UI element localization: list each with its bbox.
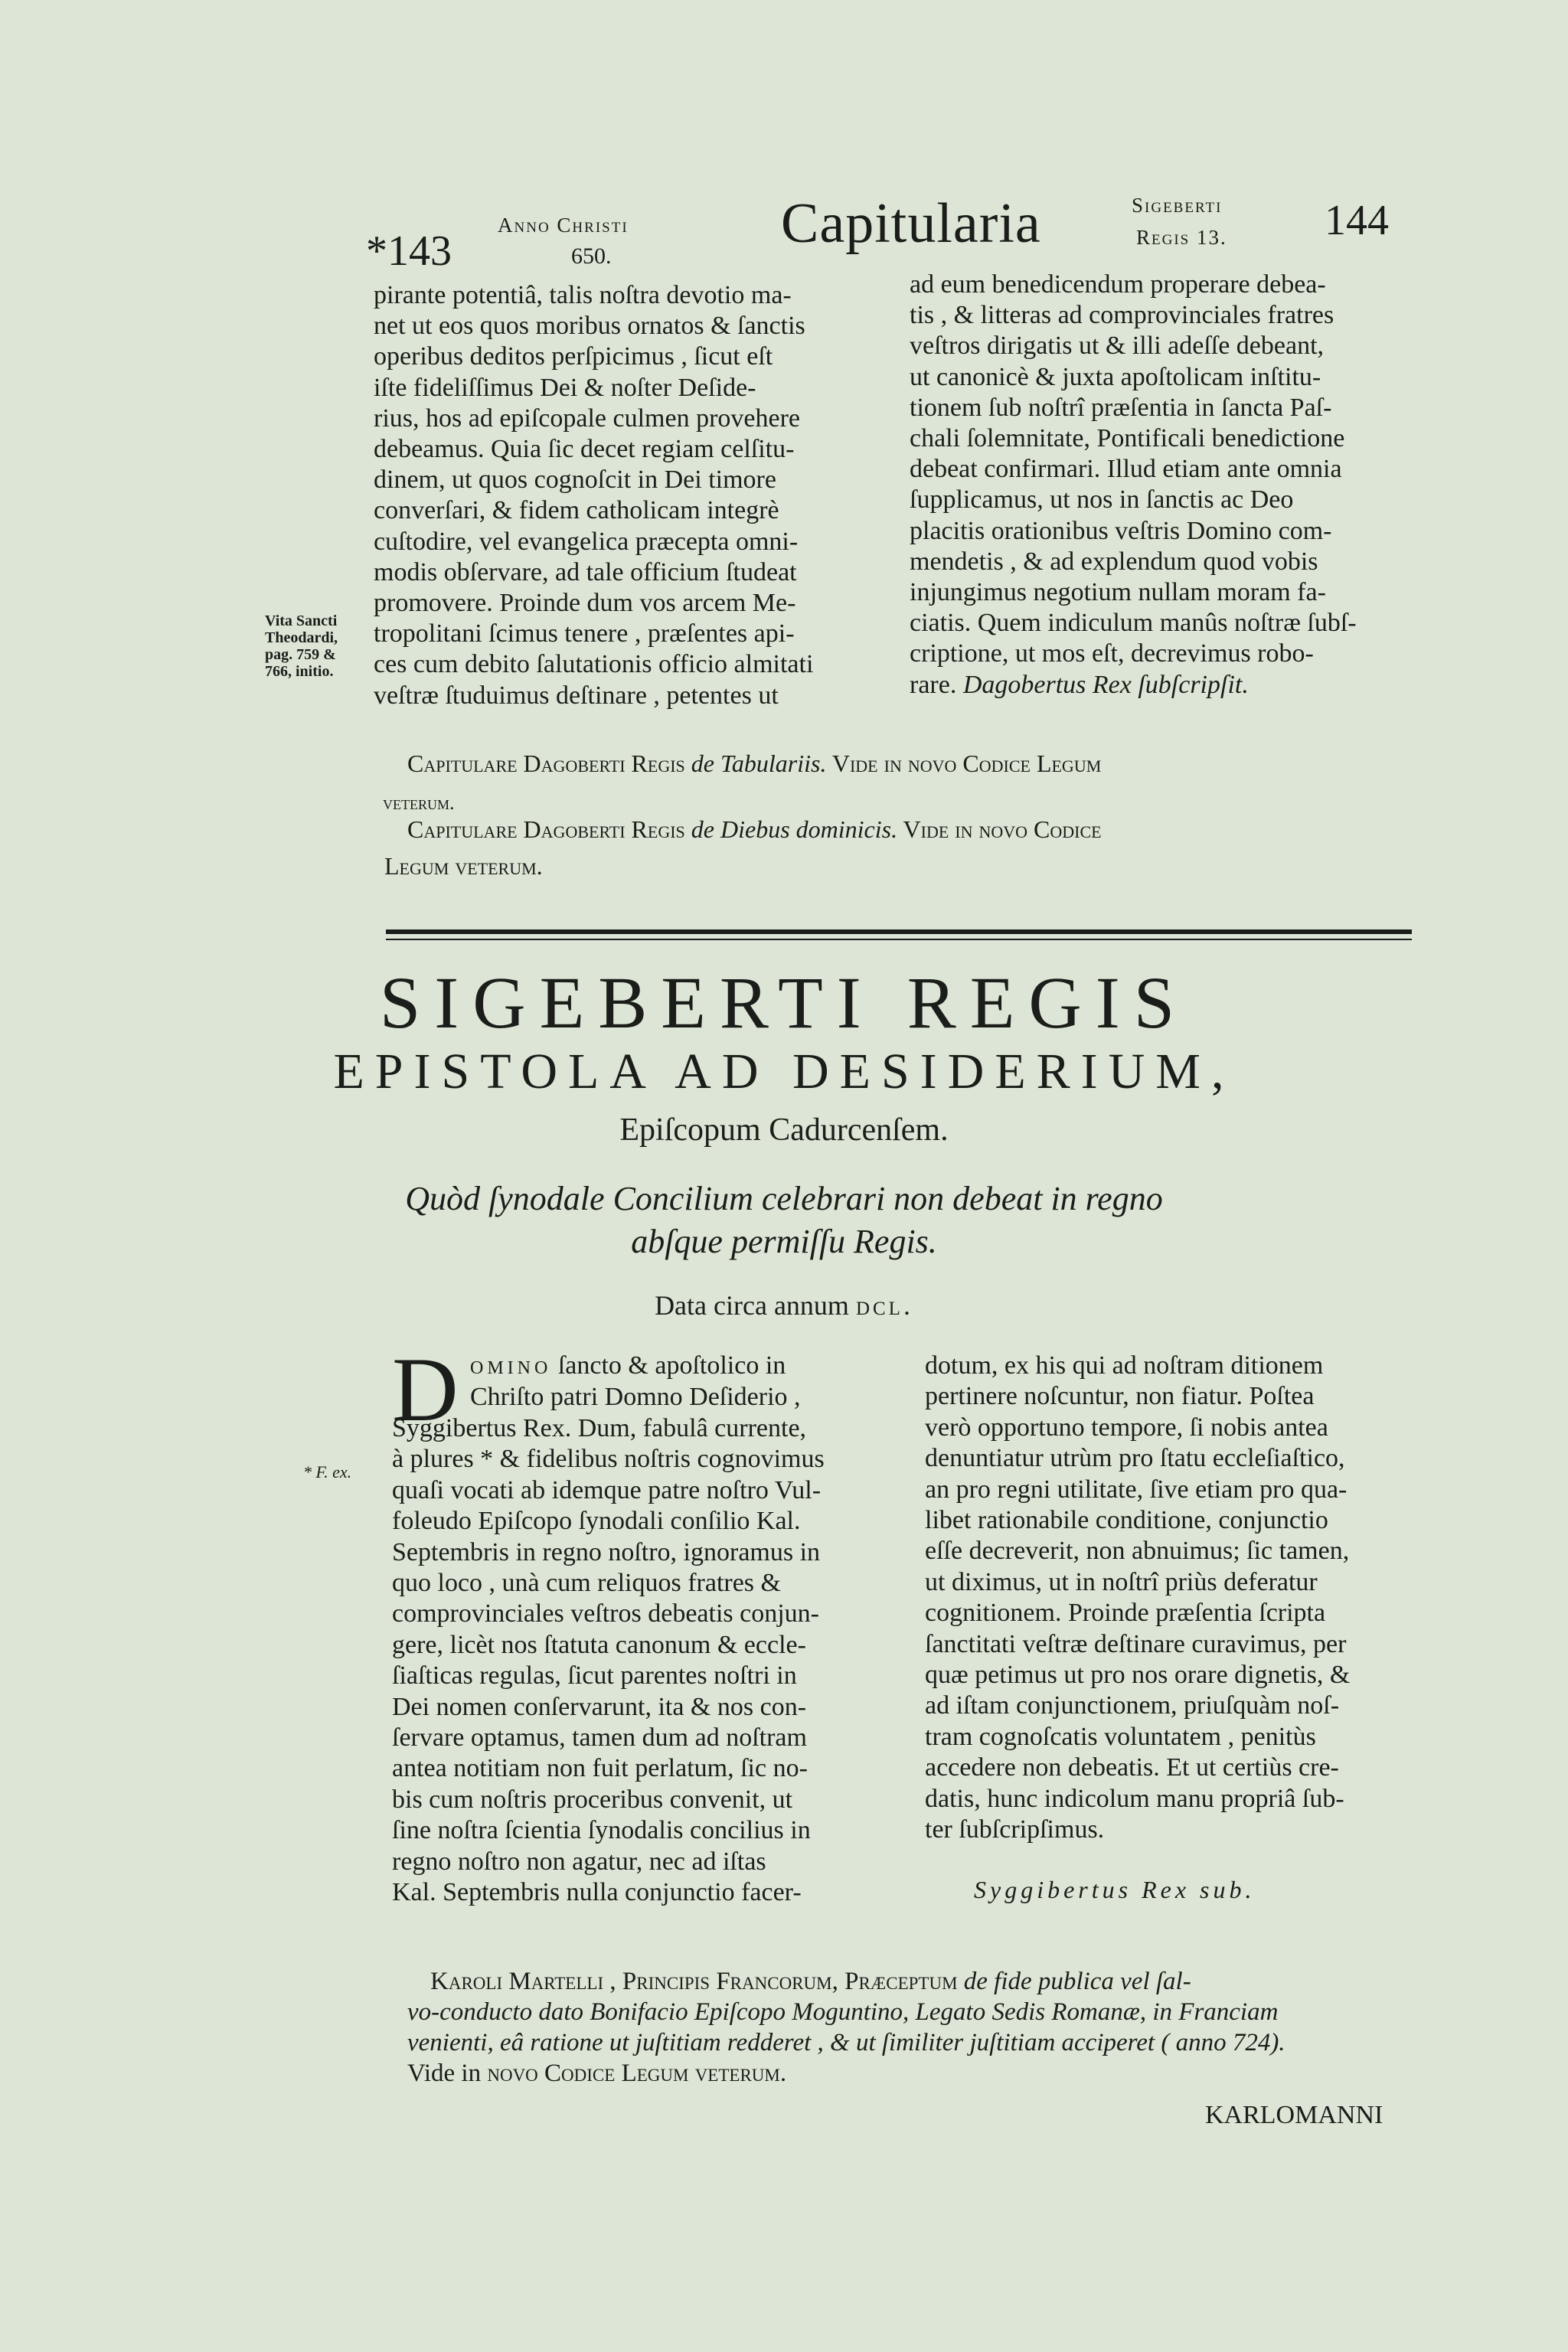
first-line-rest: ſancto & apoſtolico in — [551, 1351, 786, 1380]
capitulare-subject: de Tabulariis. — [691, 750, 827, 777]
text-line: ciatis. Quem indiculum manûs noſtræ ſubſ- — [910, 609, 1357, 638]
text-line: ſervare optamus, tamen dum ad noſtram — [392, 1723, 807, 1753]
text-line: converſari, & fidem catholicam integrè — [374, 496, 779, 525]
text-line: ſine noſtra ſcientia ſynodalis concilius in — [392, 1816, 811, 1845]
text-line — [407, 2058, 1285, 2089]
margin-note-line: 766, initio. — [265, 663, 334, 680]
text-line: injungimus negotium nullam moram fa- — [910, 578, 1326, 607]
capitulare-dominicis — [407, 815, 1102, 844]
capitulare-cont: veterum. — [383, 792, 455, 814]
divider-thick — [386, 929, 1412, 934]
right-subheading: Regis 13. — [1136, 226, 1227, 249]
drop-cap: D — [392, 1338, 459, 1440]
text-line: an pro regni utilitate, ſive etiam pro qua- — [925, 1475, 1348, 1504]
text-line: comprovinciales veſtros debeatis conjun- — [392, 1599, 819, 1628]
text-line: datis, hunc indicolum manu propriâ ſub- — [925, 1784, 1344, 1813]
text-line: Dei nomen conſervarunt, ita & nos con- — [392, 1692, 807, 1721]
upper-right-column — [910, 270, 1407, 701]
anno-year: 650. — [571, 243, 612, 269]
letter-left-column — [392, 1413, 825, 1909]
text-line: debeamus. Quia ſic decet regiam celſitu- — [374, 435, 795, 464]
text-line: rius, hos ad epiſcopale culmen provehere — [374, 403, 801, 433]
capitulare-reference: Vide in novo Codice Legum — [826, 750, 1102, 777]
text-line: vo-conducto dato Bonifacio Epiſcopo Moguntino, Legato Sedis Romanæ, in Franciam — [407, 1998, 1279, 2026]
closing-text: rare. — [910, 670, 963, 699]
text-line: pertinere noſcuntur, non fiatur. Poſtea — [925, 1382, 1315, 1411]
text-line: libet rationabile conditione, conjunctio — [925, 1506, 1328, 1535]
text-line: à plures * & fidelibus noſtris cognovimus — [392, 1445, 825, 1474]
text-line: promovere. Proinde dum vos arcem Me- — [374, 589, 796, 618]
codex-reference: novo Codice Legum veterum. — [487, 2060, 787, 2087]
title-episcopum: Epiſcopum Cadurcenſem. — [619, 1112, 949, 1148]
karoli-praeceptum — [407, 1966, 1285, 2089]
letter-second-line: Chriſto patri Domno Deſiderio , — [470, 1383, 801, 1411]
text-line: foleudo Epiſcopo ſynodali conſilio Kal. — [392, 1507, 801, 1536]
dagobert-subscription: Dagobertus Rex ſubſcripſit. — [962, 670, 1249, 699]
anno-label: Anno Christi — [498, 214, 629, 237]
margin-note-variant: * F. ex. — [303, 1462, 352, 1481]
text-line: veſtræ ſtuduimus deſtinare , petentes ut — [374, 681, 779, 710]
right-heading: Sigeberti — [1132, 194, 1223, 217]
text-line: ſiaſticas regulas, ſicut parentes noſtri in — [392, 1661, 797, 1690]
praeceptum-subject: de fide publica vel ſal- — [963, 1968, 1191, 1995]
text-line: antea notitiam non fuit perlatum, ſic no- — [392, 1754, 808, 1783]
text-line: venienti, eâ ratione ut juſtitiam redderet , & ut ſimiliter juſtitiam acciperet ( anno 724). — [407, 2029, 1285, 2056]
text-line: tropolitani ſcimus tenere , præſentes api- — [374, 619, 795, 648]
text-line: placitis orationibus veſtris Domino com- — [910, 516, 1332, 545]
praeceptum-heading: Karoli Martelli , Principis Francorum, Præceptum — [430, 1968, 964, 1995]
text-line: denuntiatur utrùm pro ſtatu eccleſiaſtico, — [925, 1444, 1345, 1473]
capitulare-tabulariis — [407, 749, 1101, 778]
divider-thin — [386, 939, 1412, 940]
title-epistola: EPISTOLA AD DESIDERIUM, — [333, 1044, 1235, 1099]
text-line: Syggibertus Rex. Dum, fabulâ currente, — [392, 1414, 807, 1442]
text-line: Septembris in regno noſtro, ignoramus in — [392, 1537, 821, 1566]
text-line: tionem ſub noſtrî præſentia in ſancta Paſ- — [910, 393, 1332, 422]
text-line: tis , & litteras ad comprovinciales fratres — [910, 301, 1334, 330]
catchword: KARLOMANNI — [1205, 2101, 1383, 2129]
page-title: Capitularia — [781, 192, 1041, 255]
text-line: ad eum benedicendum properare debea- — [910, 270, 1326, 299]
capitulare-cont: Legum veterum. — [384, 852, 543, 880]
upper-left-column — [374, 280, 871, 711]
text-line: ad iſtam conjunctionem, priuſquàm noſ- — [925, 1691, 1340, 1720]
text-line: regno noſtro non agatur, nec ad iſtas — [392, 1847, 766, 1876]
letter-right-column — [925, 1351, 1350, 1846]
text-line: accedere non debeatis. Et ut certiùs cre- — [925, 1753, 1339, 1782]
text-line: dinem, ut quos cognoſcit in Dei timore — [374, 466, 776, 495]
right-page-number: 144 — [1325, 197, 1389, 244]
text-line: ut diximus, ut in noſtrî priùs deferatur — [925, 1567, 1318, 1596]
text-line: net ut eos quos moribus ornatos & ſanctis — [374, 312, 805, 341]
text-line: quaſi vocati ab idemque patre noſtro Vul- — [392, 1475, 822, 1504]
domino-word: omino — [470, 1351, 552, 1380]
text-line: ſanctitati veſtræ deſtinare curavimus, per — [925, 1629, 1347, 1658]
text-line — [430, 1966, 1285, 1997]
margin-note-vita — [265, 612, 338, 680]
text-line: gere, licèt nos ſtatuta canonum & eccle- — [392, 1630, 806, 1659]
text-line: quæ petimus ut pro nos orare dignetis, & — [925, 1661, 1351, 1690]
title-date — [0, 1289, 1568, 1321]
text-line: verò opportuno tempore, ſi nobis antea — [925, 1413, 1328, 1442]
capitulare-reference: Vide in novo Codice — [897, 815, 1102, 843]
margin-note-line: Vita Sancti — [265, 612, 338, 629]
capitulare-subject: de Diebus dominicis. — [691, 815, 898, 843]
title-synodale: Quòd ſynodale Concilium celebrari non debeat in regno — [405, 1180, 1163, 1217]
text-line: eſſe decreverit, non abnuimus; ſic tamen, — [925, 1537, 1350, 1566]
text-line: chali ſolemnitate, Pontificali benedictione — [910, 424, 1345, 453]
text-line: iſte fideliſſimus Dei & noſter Deſide- — [374, 373, 756, 402]
text-line: criptione, ut mos eſt, decrevimus robo- — [910, 639, 1314, 668]
capitulare-prefix: Capitulare Dagoberti Regis — [407, 750, 691, 777]
text-line: mendetis , & ad explendum quod vobis — [910, 547, 1318, 576]
date-roman: dcl. — [855, 1290, 913, 1321]
text-line-last — [910, 670, 1407, 701]
text-line: cognitionem. Proinde præſentia ſcripta — [925, 1599, 1326, 1628]
text-line: bis cum noſtris proceribus convenit, ut — [392, 1785, 793, 1814]
signature: Syggibertus Rex sub. — [974, 1876, 1256, 1903]
text-line: cuſtodire, vel evangelica præcepta omni- — [374, 527, 799, 556]
text-line: ſupplicamus, ut nos in ſanctis ac Deo — [910, 485, 1294, 514]
text-line: ces cum debito ſalutationis officio almitati — [374, 650, 814, 679]
text-line: veſtros dirigatis ut & illi adeſſe debeant, — [910, 332, 1325, 361]
text-line: Kal. Septembris nulla conjunctio facer- — [392, 1878, 802, 1907]
title-permissu: abſque permiſſu Regis. — [631, 1223, 937, 1260]
text-line: debeat confirmari. Illud etiam ante omnia — [910, 455, 1342, 484]
capitulare-prefix: Capitulare Dagoberti Regis — [407, 815, 691, 843]
vide-text: Vide in — [407, 2060, 488, 2087]
text-line: dotum, ex his qui ad noſtram ditionem — [925, 1351, 1324, 1380]
text-line: modis obſervare, ad tale officium ſtudeat — [374, 557, 797, 586]
title-sigeberti-regis: SIGEBERTI REGIS — [379, 962, 1189, 1044]
text-line: ut canonicè & juxta apoſtolicam inſtitu- — [910, 362, 1321, 391]
margin-note-line: pag. 759 & — [265, 646, 336, 663]
text-line: tram cognoſcatis voluntatem , penitùs — [925, 1722, 1316, 1751]
text-line: quo loco , unà cum reliquos fratres & — [392, 1569, 781, 1598]
text-line: pirante potentiâ, talis noſtra devotio ma- — [374, 281, 792, 309]
left-page-number: *143 — [366, 227, 452, 275]
date-text: Data circa annum — [655, 1290, 856, 1321]
margin-note-line: Theodardi, — [265, 629, 338, 646]
text-line: operibus deditos perſpicimus , ſicut eſt — [374, 342, 773, 371]
letter-first-line — [470, 1351, 786, 1381]
text-line: ter ſubſcripſimus. — [925, 1815, 1105, 1844]
